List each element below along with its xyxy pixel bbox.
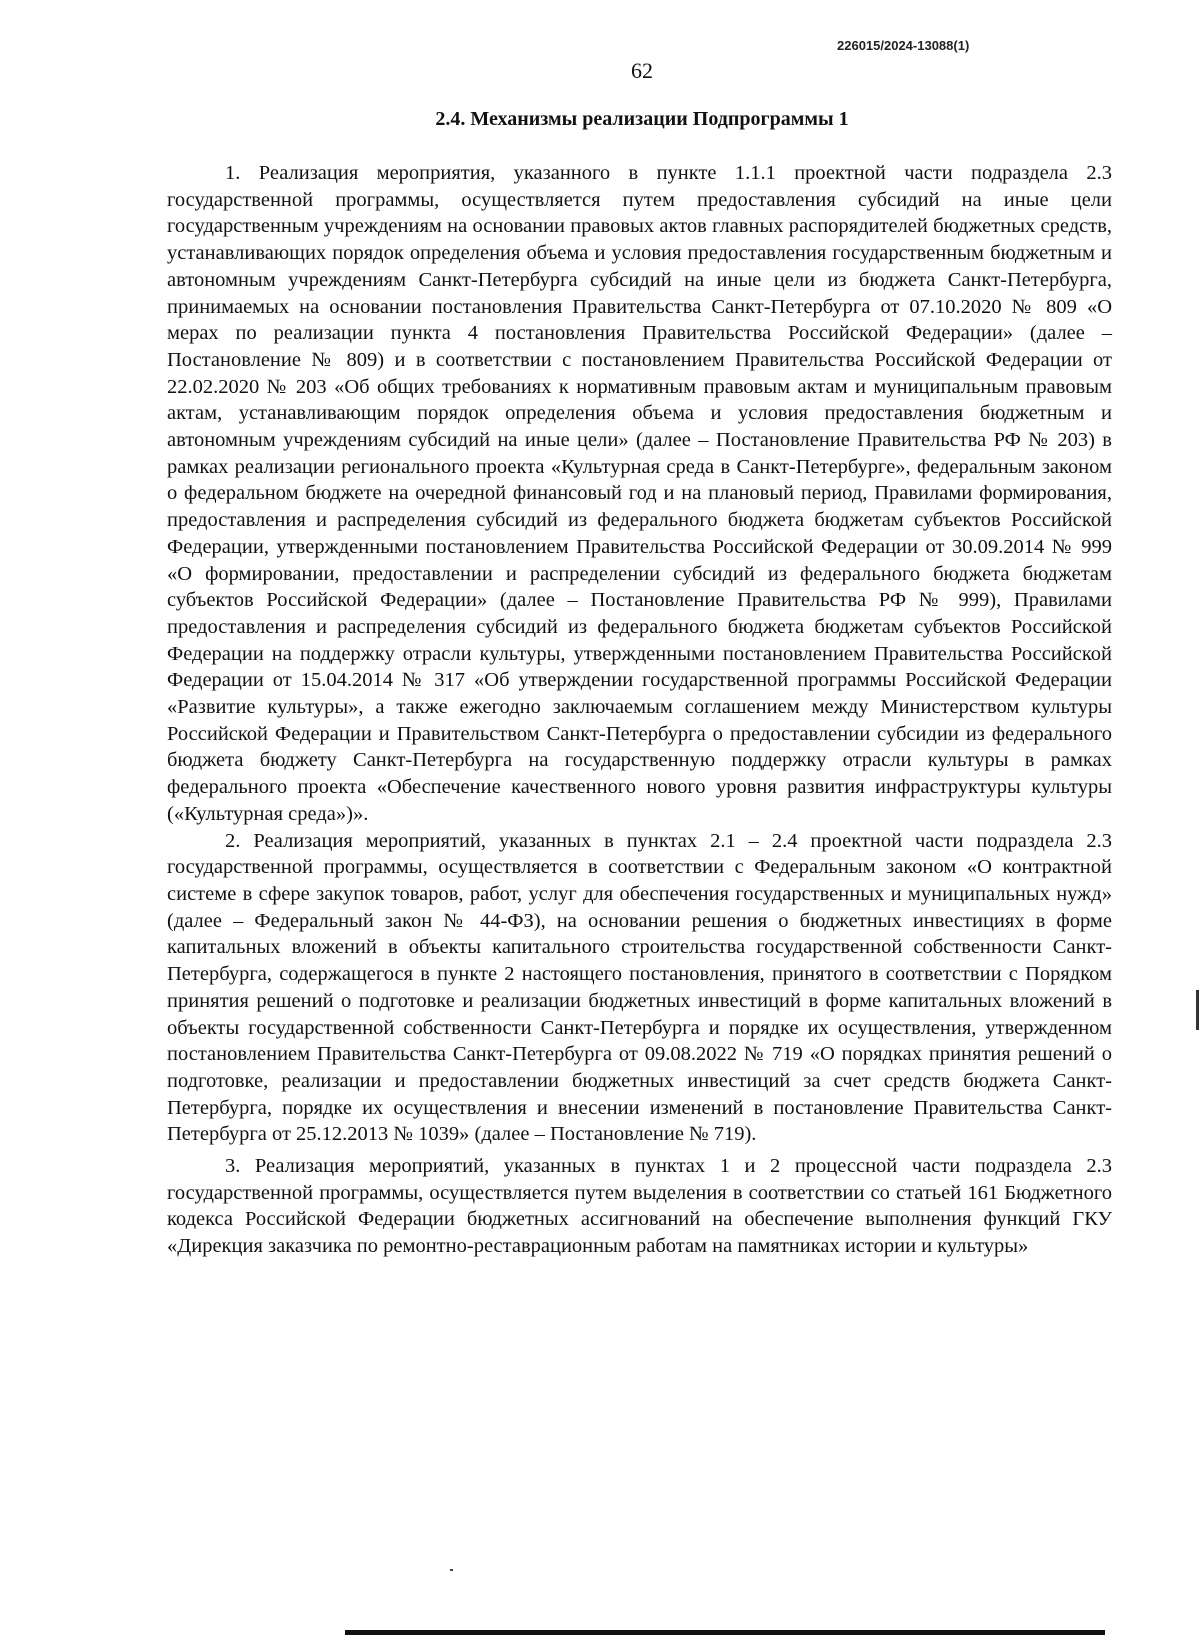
paragraph-2: 2. Реализация мероприятий, указанных в пунктах 2.1 – 2.4 проектной части подраздела 2.3 государственной программы, осуществляется в соответствии с Федеральным законом «О контрактной системе в сфере закупок товаров, работ, услуг для обеспечения государственных и муниципальных нужд» (далее – Федеральный закон № 44-ФЗ), на основании решения о бюджетных инвестициях в форме капитальных вложений в объекты капитального строительства государственной собственности Санкт-Петербурга, содержащегося в пункте 2 настоящего постановления, принятого в соответствии с Порядком принятия решений о подготовке и реализации бюджетных инвестиций в форме капитальных вложений в объекты государственной собственности Санкт-Петербурга и порядке их осуществления, утвержденном постановлением Правительства Санкт-Петербурга от 09.08.2022 № 719 «О порядках принятия решений о подготовке, реализации и предоставлении бюджетных инвестиций за счет средств бюджета Санкт-Петербурга, порядке их осуществления и внесении изменений в постановление Правительства Санкт-Петербурга от 25.12.2013 № 1039» (далее – Постановление № 719).: [167, 829, 1112, 1146]
document-registration-number: 226015/2024-13088(1): [837, 38, 970, 53]
page-number: 62: [631, 58, 653, 83]
section-heading: 2.4. Механизмы реализации Подпрограммы 1: [435, 108, 849, 130]
scan-bottom-edge: [345, 1630, 1105, 1635]
scan-artifact-dot: [450, 1569, 453, 1571]
paragraph-1: 1. Реализация мероприятия, указанного в пункте 1.1.1 проектной части подраздела 2.3 государственной программы, осуществляется путем предоставления субсидий на иные цели государственным учреждениям на основании правовых актов главных распорядителей бюджетных средств, устанавливающих порядок определения объема и условия предоставления государственным бюджетным и автономным учреждениям Санкт-Петербурга субсидий на иные цели из бюджета Санкт-Петербурга, принимаемых на основании постановления Правительства Санкт-Петербурга от 07.10.2020 № 809 «О мерах по реализации пункта 4 постановления Правительства Российской Федерации» (далее – Постановление № 809) и в соответствии с постановлением Правительства Российской Федерации от 22.02.2020 № 203 «Об общих требованиях к нормативным правовым актам и муниципальным правовым актам, устанавливающим порядок определения объема и условия предоставления бюджетным и автономным учреждениям субсидий на иные цели» (далее – Постановление Правительства РФ № 203) в рамках реализации регионального проекта «Культурная среда в Санкт-Петербурге», федеральным законом о федеральном бюджете на очередной финансовый год и на плановый период, Правилами формирования, предоставления и распределения субсидий из федерального бюджета бюджетам субъектов Российской Федерации, утвержденными постановлением Правительства Российской Федерации от 30.09.2014 № 999 «О формировании, предоставлении и распределении субсидий из федерального бюджета бюджетам субъектов Российской Федерации» (далее – Постановление Правительства РФ № 999), Правилами предоставления и распределения субсидий из федерального бюджета бюджетам субъектов Российской Федерации на поддержку отрасли культуры, утвержденными постановлением Правительства Российской Федерации от 15.04.2014 № 317 «Об утверждении государственной программы Российской Федерации «Развитие культуры», а также ежегодно заключаемым соглашением между Министерством культуры Российской Федерации и Правительством Санкт-Петербурга о предоставлении субсидии из федерального бюджета бюджету Санкт-Петербурга на государственную поддержку отрасли культуры в рамках федерального проекта «Обеспечение качественного нового уровня развития инфраструктуры культуры («Культурная среда»)».: [167, 162, 1112, 825]
document-body: [167, 160, 1112, 1260]
paragraph-3: 3. Реализация мероприятий, указанных в пунктах 1 и 2 процессной части подраздела 2.3 государственной программы, осуществляется путем выделения в соответствии со статьей 161 Бюджетного кодекса Российской Федерации бюджетных ассигнований на обеспечение выполнения функций ГКУ «Дирекция заказчика по ремонтно-реставрационным работам на памятниках истории и культуры»: [167, 1155, 1112, 1258]
scan-artifact-edge: [1196, 990, 1199, 1030]
